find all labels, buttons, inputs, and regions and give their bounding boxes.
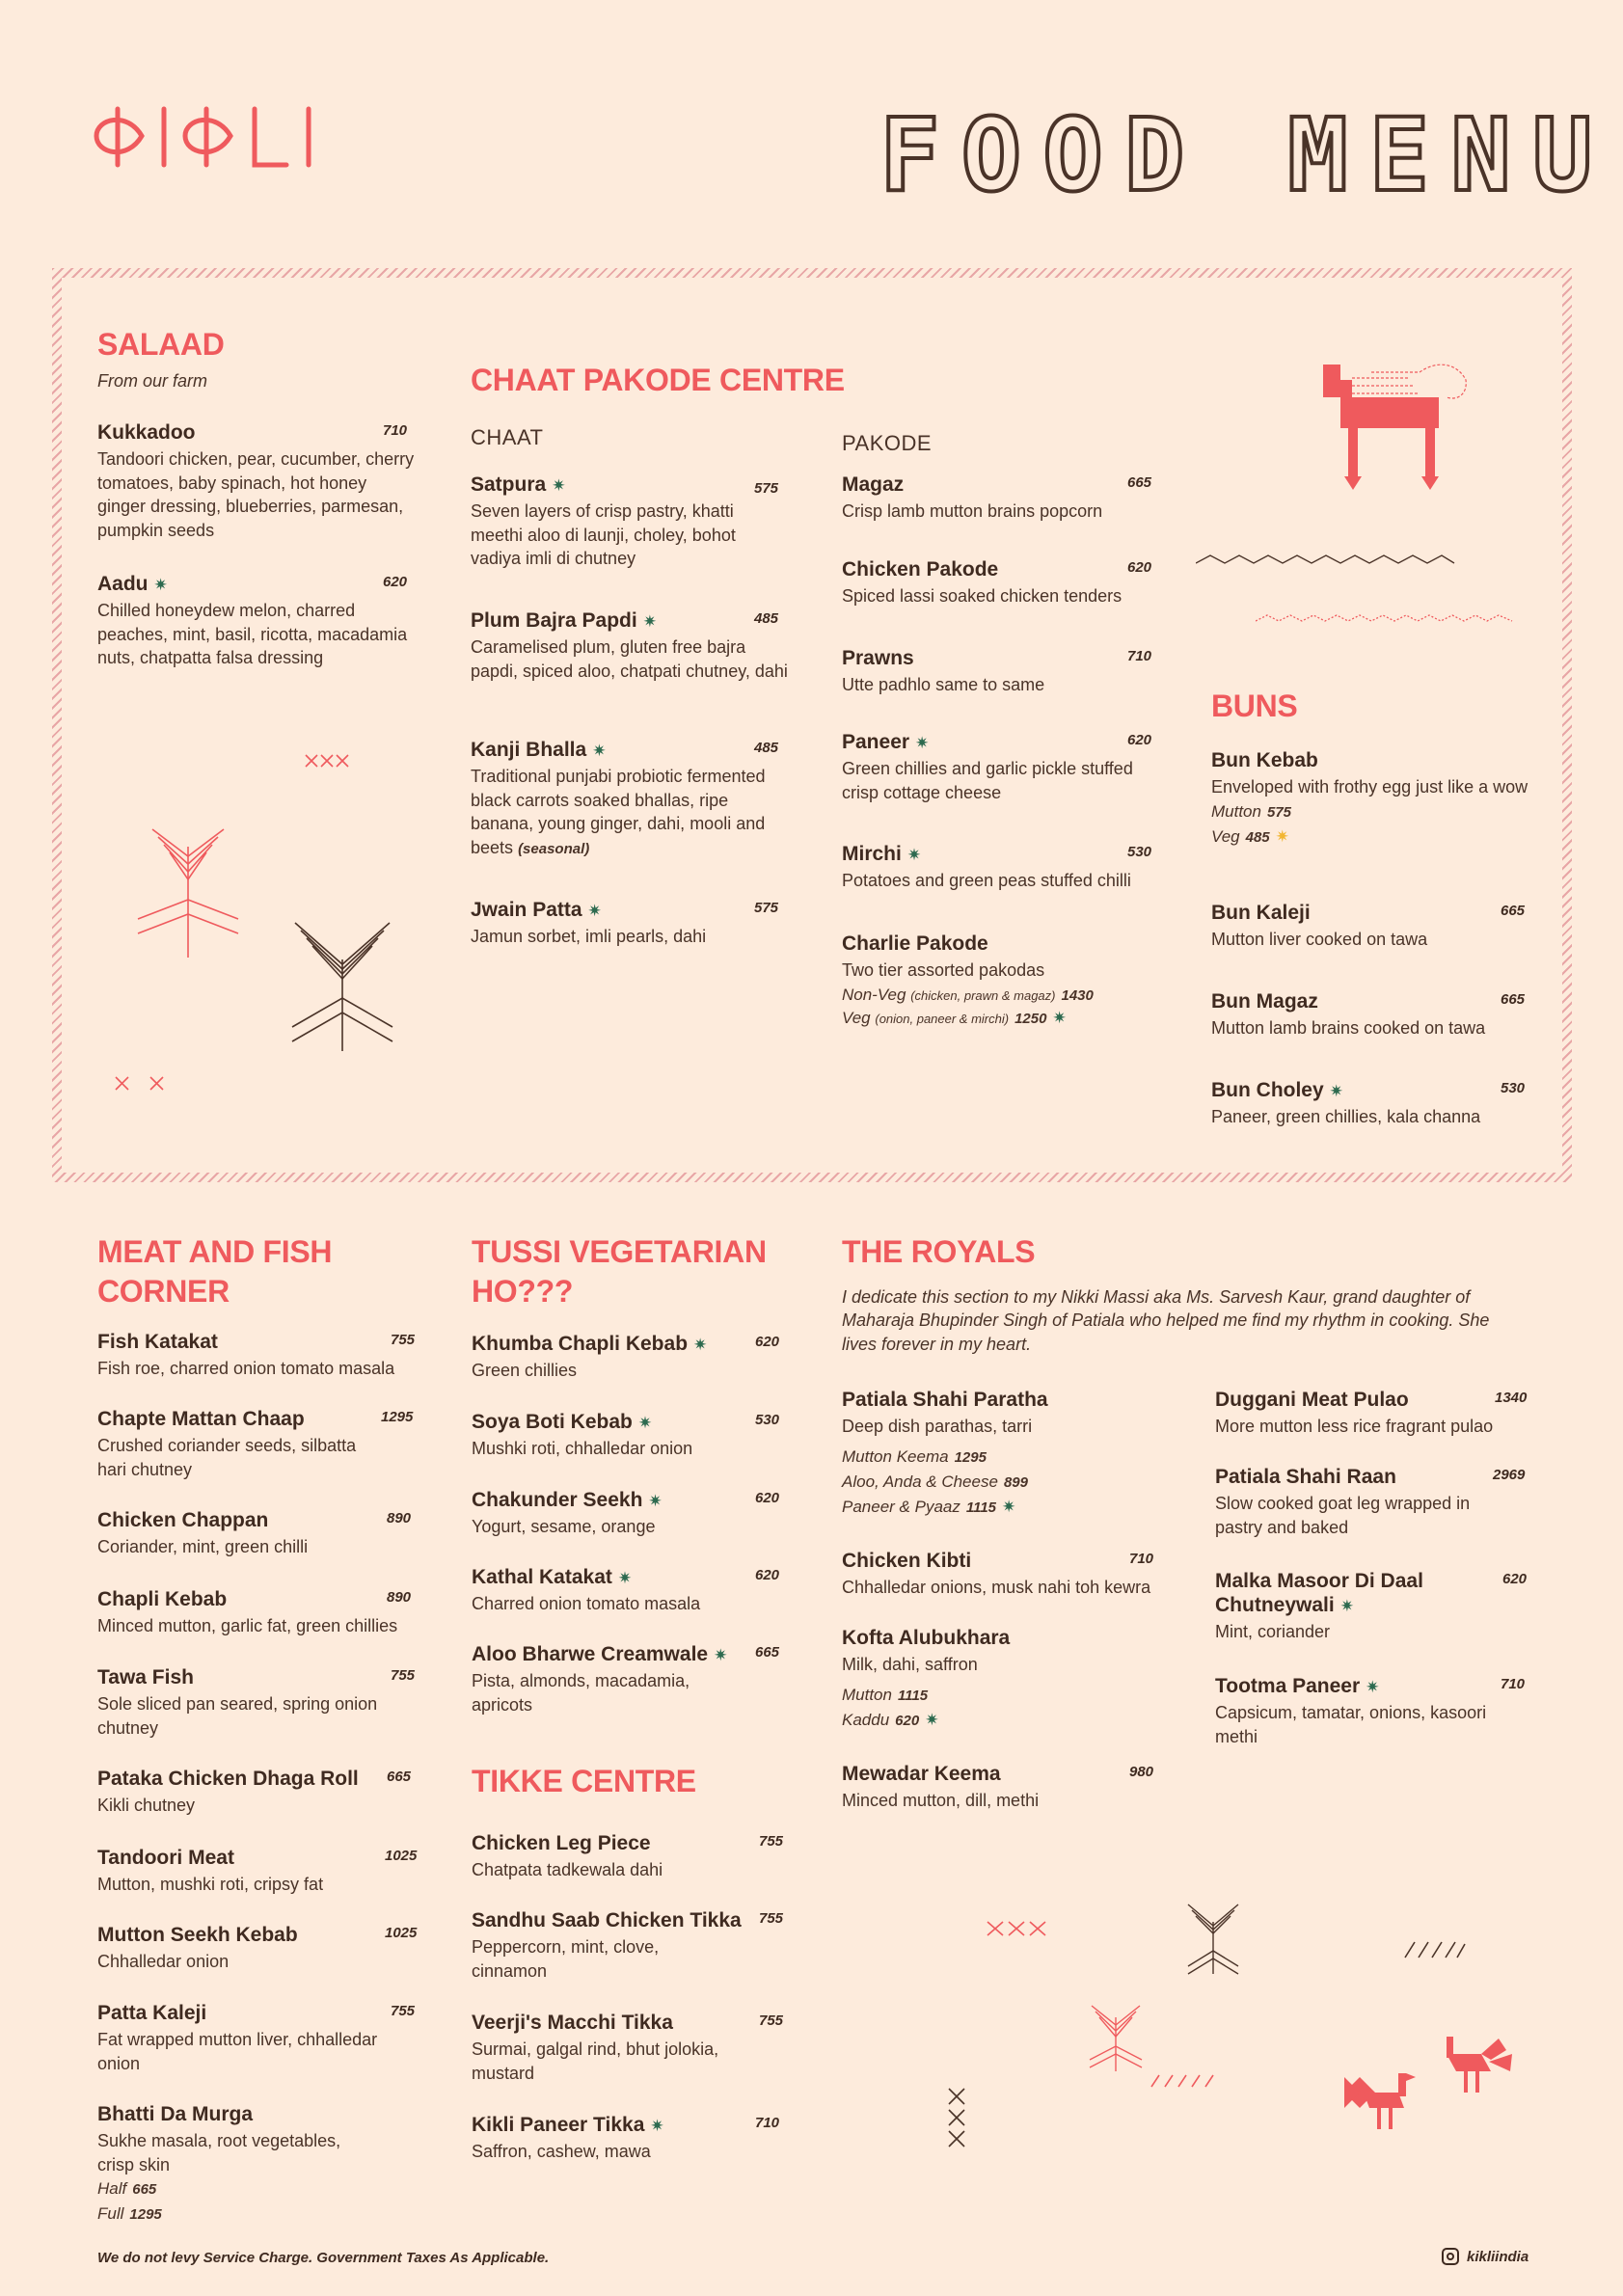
item-desc: Chhalledar onion: [97, 1952, 230, 1972]
item-price: 710: [755, 2115, 780, 2131]
item-price: 530: [1501, 1080, 1526, 1096]
pakode-label: PAKODE: [842, 431, 933, 455]
veg-star-icon: ✷: [1275, 827, 1289, 846]
item-price: 710: [1127, 648, 1152, 664]
item-name: Kukkadoo: [97, 421, 196, 444]
menu-item: [97, 572, 425, 670]
item-name: Chicken Chappan: [97, 1509, 269, 1531]
cross-pattern-icon: [304, 752, 352, 771]
veg-star-icon: ✷: [592, 742, 607, 760]
item-price: 665: [1501, 903, 1526, 919]
menu-item: [97, 1767, 425, 1818]
wheat-plant-icon: [287, 921, 398, 1056]
section-title-salaad: SALAAD: [97, 327, 225, 362]
item-desc: Crisp lamb mutton brains popcorn: [842, 501, 1103, 522]
item-desc: Mint, coriander: [1215, 1622, 1331, 1642]
veg-star-icon: ✷: [552, 476, 566, 495]
item-price: 755: [391, 1667, 416, 1684]
service-charge-note: We do not levy Service Charge. Government Taxes As Applicable.: [97, 2250, 550, 2266]
menu-item: [842, 1762, 1170, 1813]
section-title-royals: THE ROYALS: [842, 1234, 1036, 1269]
chaat-label: CHAAT: [471, 425, 544, 449]
slash-pattern-icon: [1403, 1940, 1467, 1959]
item-desc: Chhalledar onions, musk nahi toh kewra: [842, 1578, 1151, 1598]
item-desc: Traditional punjabi probiotic fermented black carrots soaked bhallas, ripe banana, young ginger, dahi, mooli and beets: [471, 767, 766, 857]
menu-item: [471, 738, 789, 859]
item-price: 620: [383, 574, 408, 590]
menu-item: [472, 1488, 790, 1539]
peacock-icon: [1443, 2033, 1514, 2096]
menu-item: [97, 1665, 416, 1740]
cross-pattern-icon: [986, 1919, 1049, 1938]
item-desc: Jamun sorbet, imli pearls, dahi: [471, 927, 707, 947]
item-variant: Aloo, Anda & Cheese 899: [842, 1472, 1028, 1491]
item-name: Mirchi: [842, 843, 902, 865]
item-desc: Utte padhlo same to same: [842, 675, 1045, 695]
menu-item: [472, 1642, 790, 1716]
veg-star-icon: ✷: [637, 1414, 653, 1432]
item-desc: Mutton liver cooked on tawa: [1211, 930, 1428, 950]
camel-illustration-icon: [1313, 359, 1477, 513]
item-desc: Peppercorn, mint, clove, cinnamon: [472, 1937, 660, 1981]
peacock-icon: [1342, 2064, 1420, 2133]
veg-star-icon: ✷: [915, 734, 930, 752]
item-name: Chakunder Seekh: [472, 1489, 643, 1511]
item-variant: Veg (onion, paneer & mirchi) 1250 ✷: [842, 1009, 1067, 1027]
item-name: Paneer: [842, 731, 910, 753]
item-desc: Charred onion tomato masala: [472, 1594, 701, 1614]
item-desc: Fish roe, charred onion tomato masala: [97, 1359, 395, 1379]
veg-star-icon: ✷: [714, 1646, 728, 1664]
menu-item: [97, 1923, 425, 1974]
menu-item: [1215, 1388, 1533, 1439]
menu-item: [842, 646, 1160, 697]
item-price: 890: [387, 1589, 412, 1606]
item-desc: Kikli chutney: [97, 1796, 196, 1816]
veg-star-icon: ✷: [906, 846, 922, 864]
instagram-icon: [1442, 2248, 1459, 2265]
item-variant: Mutton Keema 1295: [842, 1446, 987, 1466]
item-desc: Sukhe masala, root vegetables, crisp skin: [97, 2131, 341, 2174]
menu-item: [97, 1330, 416, 1381]
item-variant: Mutton 1115: [842, 1685, 929, 1704]
veg-star-icon: ✷: [617, 1569, 633, 1587]
instagram-handle-text: kikliindia: [1467, 2248, 1529, 2265]
item-name: Pataka Chicken Dhaga Roll: [97, 1768, 359, 1790]
item-desc: Yogurt, sesame, orange: [472, 1517, 656, 1537]
item-desc: Fat wrapped mutton liver, chhalledar onion: [97, 2030, 378, 2073]
menu-item: [842, 473, 1160, 524]
item-desc: Pista, almonds, macadamia, apricots: [472, 1671, 690, 1715]
item-price: 665: [1501, 991, 1526, 1008]
menu-item: [1211, 748, 1539, 850]
menu-item: [97, 1587, 416, 1638]
item-name: Chicken Pakode: [842, 558, 999, 581]
royals-intro: I dedicate this section to my Nikki Massi aka Ms. Sarvesh Kaur, grand daughter of Maharaja Bhupinder Singh of Patiala who helped me find my rhythm in cooking. She lives forever in my heart.: [842, 1287, 1490, 1354]
item-price: 530: [1127, 844, 1152, 860]
item-price: 665: [755, 1644, 780, 1661]
menu-item: [472, 1565, 790, 1616]
item-name: Kanji Bhalla: [471, 739, 587, 761]
item-name: Soya Boti Kebab: [472, 1411, 633, 1433]
section-title-meat-fish: MEAT AND FISH CORNER: [97, 1234, 333, 1309]
item-desc: Seven layers of crisp pastry, khatti meethi aloo di launji, choley, bohot vadiya imli di chutney: [471, 501, 736, 569]
menu-item: [472, 1908, 790, 1983]
menu-item: [472, 1410, 790, 1461]
section-title-buns: BUNS: [1211, 689, 1298, 723]
menu-item: [471, 608, 789, 683]
item-name: Kathal Katakat: [472, 1566, 612, 1588]
menu-item: [842, 1549, 1170, 1600]
item-name: Mewadar Keema: [842, 1763, 1001, 1785]
menu-item: [1211, 989, 1529, 1040]
item-name: Kikli Paneer Tikka: [472, 2114, 645, 2136]
section-title-tussi-vegetarian: TUSSI VEGETARIAN HO???: [472, 1234, 767, 1309]
item-price: 710: [1129, 1551, 1154, 1567]
item-name: Bun Kaleji: [1211, 902, 1311, 924]
item-price: 755: [759, 1833, 784, 1850]
seasonal-note: (seasonal): [518, 840, 590, 857]
item-desc: Chatpata tadkewala dahi: [472, 1860, 663, 1880]
item-name: Jwain Patta: [471, 899, 582, 921]
item-name-line2: Chutneywali: [1215, 1594, 1335, 1617]
item-name: Charlie Pakode: [842, 932, 988, 955]
menu-item: [842, 557, 1160, 608]
item-price: 575: [754, 480, 779, 497]
item-price: 755: [391, 2003, 416, 2019]
veg-star-icon: ✷: [587, 902, 602, 920]
item-price: 485: [754, 740, 779, 756]
item-variant: Paneer & Pyaaz 1115 ✷: [842, 1498, 1016, 1517]
wheat-plant-icon: [1086, 2004, 1146, 2073]
item-variant: Kaddu 620 ✷: [842, 1711, 939, 1729]
menu-item: [97, 2001, 416, 2075]
item-name: Bun Kebab: [1211, 749, 1318, 771]
page-title: FOOD MENU: [879, 96, 1614, 214]
zigzag-line-icon: [1196, 552, 1456, 575]
item-name: Chapte Mattan Chaap: [97, 1408, 305, 1430]
item-desc: Paneer, green chillies, kala channa: [1211, 1107, 1481, 1127]
item-desc: Green chillies: [472, 1361, 578, 1381]
item-desc: Milk, dahi, saffron: [842, 1655, 978, 1675]
item-desc: Two tier assorted pakodas: [842, 960, 1045, 981]
item-desc: Mutton, mushki roti, cripsy fat: [97, 1875, 324, 1895]
item-name: Mutton Seekh Kebab: [97, 1924, 298, 1946]
menu-item: [1215, 1674, 1533, 1748]
zigzag-dotted-line-icon: [1256, 611, 1516, 629]
item-desc: Minced mutton, garlic fat, green chillies: [97, 1616, 398, 1636]
item-name: Aadu: [97, 573, 149, 595]
item-name: Chicken Kibti: [842, 1550, 972, 1572]
veg-star-icon: ✷: [153, 576, 168, 594]
menu-item: [97, 1508, 416, 1559]
item-price: 755: [759, 1910, 784, 1927]
item-variant: Non-Veg (chicken, prawn & magaz) 1430: [842, 985, 1094, 1004]
item-desc: More mutton less rice fragrant pulao: [1215, 1417, 1494, 1437]
item-name: Chapli Kebab: [97, 1588, 228, 1610]
menu-item: [472, 2011, 790, 2085]
section-title-chaat-pakode: CHAAT PAKODE CENTRE: [471, 363, 845, 397]
veg-star-icon: ✷: [1002, 1498, 1016, 1517]
item-desc: Green chillies and garlic pickle stuffed crisp cottage cheese: [842, 759, 1133, 802]
item-name: Bun Magaz: [1211, 990, 1318, 1013]
item-price: 620: [755, 1334, 780, 1350]
menu-item: [1215, 1569, 1533, 1644]
veg-star-icon: ✷: [925, 1711, 939, 1729]
veg-star-icon: ✷: [1339, 1597, 1354, 1616]
item-name: Bhatti Da Murga: [97, 2103, 254, 2125]
veg-star-icon: ✷: [1052, 1009, 1067, 1027]
kikli-logo-mark: [89, 101, 330, 171]
veg-star-icon: ✷: [642, 612, 657, 631]
item-desc: Slow cooked goat leg wrapped in pastry and baked: [1215, 1494, 1471, 1537]
salaad-tagline: From our farm: [97, 371, 208, 391]
item-name: Tawa Fish: [97, 1666, 194, 1688]
item-variant: Mutton 575: [1211, 801, 1292, 821]
item-name: Patiala Shahi Paratha: [842, 1389, 1048, 1411]
instagram-handle[interactable]: [1442, 2248, 1528, 2265]
item-price: 980: [1129, 1764, 1154, 1780]
item-desc: Surmai, galgal rind, bhut jolokia, mustard: [472, 2039, 719, 2083]
item-name: Veerji's Macchi Tikka: [472, 2012, 673, 2034]
wheat-plant-icon: [1184, 1903, 1242, 1975]
cross-pattern-icon: [114, 1074, 168, 1094]
menu-item: [471, 898, 789, 949]
item-desc: Chilled honeydew melon, charred peaches, mint, basil, ricotta, macadamia nuts, chatpatta falsa dressing: [97, 601, 408, 668]
menu-item: [842, 842, 1160, 893]
menu-item: [472, 1332, 790, 1383]
menu-item: [1211, 901, 1529, 952]
item-name: Satpura: [471, 473, 547, 496]
item-desc: Coriander, mint, green chilli: [97, 1537, 309, 1557]
section-title-tikke: TIKKE CENTRE: [472, 1764, 696, 1798]
item-name: Patiala Shahi Raan: [1215, 1466, 1396, 1488]
item-price: 620: [755, 1567, 780, 1583]
wheat-plant-icon: [133, 827, 244, 962]
menu-item: [97, 1846, 425, 1897]
item-variant: Full 1295: [97, 2204, 162, 2224]
menu-item: [842, 932, 1170, 1031]
item-desc: Minced mutton, dill, methi: [842, 1791, 1040, 1811]
menu-item: [471, 473, 789, 571]
item-desc: Mutton lamb brains cooked on tawa: [1211, 1018, 1486, 1039]
item-name: Malka Masoor Di Daal: [1215, 1570, 1423, 1592]
item-price: 890: [387, 1510, 412, 1526]
item-desc: Sole sliced pan seared, spring onion chutney: [97, 1694, 378, 1738]
item-name: Magaz: [842, 473, 905, 496]
item-price: 530: [755, 1412, 780, 1428]
menu-item: [842, 1388, 1170, 1521]
item-price: 755: [759, 2012, 784, 2029]
item-variant: Half 665: [97, 2179, 157, 2199]
item-name: Prawns: [842, 647, 914, 669]
menu-item: [97, 1407, 416, 1481]
item-name: Bun Choley: [1211, 1079, 1324, 1101]
item-price: 710: [383, 422, 408, 439]
menu-item: [1215, 1465, 1533, 1539]
item-desc: Tandoori chicken, pear, cucumber, cherry tomatoes, baby spinach, hot honey ginger dressing, blueberries, parmesan, pumpkin seeds: [97, 449, 415, 540]
menu-item: [472, 2113, 790, 2164]
veg-star-icon: ✷: [1329, 1082, 1343, 1100]
item-price: 710: [1501, 1676, 1526, 1692]
item-name: Plum Bajra Papdi: [471, 609, 637, 632]
menu-item: [472, 1831, 790, 1882]
cross-pattern-icon: [947, 2087, 968, 2150]
veg-star-icon: ✷: [648, 1492, 663, 1510]
item-price: 665: [387, 1769, 412, 1785]
item-price: 1340: [1495, 1390, 1528, 1406]
menu-item: [842, 1626, 1170, 1733]
item-desc: Deep dish parathas, tarri: [842, 1417, 1033, 1437]
item-name: Tootma Paneer: [1215, 1675, 1361, 1697]
item-desc: Enveloped with frothy egg just like a wow: [1211, 777, 1528, 797]
menu-item: [1211, 1078, 1529, 1129]
veg-star-icon: ✷: [650, 2117, 664, 2135]
veg-star-icon: ✷: [1366, 1678, 1380, 1696]
item-price: 665: [1127, 474, 1152, 491]
item-name: Patta Kaleji: [97, 2002, 207, 2024]
menu-item: [97, 420, 416, 542]
item-price: 620: [1127, 559, 1152, 576]
item-desc: Saffron, cashew, mawa: [472, 2142, 651, 2162]
item-price: 620: [1127, 732, 1152, 748]
item-variant: Veg 485 ✷: [1211, 827, 1289, 846]
slash-pattern-icon: [1150, 2073, 1217, 2089]
item-desc: Crushed coriander seeds, silbatta hari chutney: [97, 1436, 357, 1479]
item-price: 1295: [381, 1409, 414, 1425]
item-price: 485: [754, 610, 779, 627]
item-price: 1025: [385, 1848, 418, 1864]
item-price: 755: [391, 1332, 416, 1348]
item-name: Khumba Chapli Kebab: [472, 1333, 689, 1355]
veg-star-icon: ✷: [693, 1336, 708, 1354]
item-price: 1025: [385, 1925, 418, 1941]
item-name: Sandhu Saab Chicken Tikka: [472, 1909, 742, 1931]
item-desc: Caramelised plum, gluten free bajra papdi, spiced aloo, chatpati chutney, dahi: [471, 637, 788, 681]
item-name: Aloo Bharwe Creamwale: [472, 1643, 709, 1665]
item-name: Kofta Alubukhara: [842, 1627, 1011, 1649]
item-price: 620: [1502, 1571, 1528, 1587]
item-desc: Spiced lassi soaked chicken tenders: [842, 586, 1123, 607]
kikli-logo: [89, 101, 330, 171]
item-price: 2969: [1493, 1467, 1526, 1483]
item-desc: Capsicum, tamatar, onions, kasoori methi: [1215, 1703, 1487, 1746]
item-desc: Mushki roti, chhalledar onion: [472, 1439, 693, 1459]
menu-item: [842, 730, 1170, 804]
item-name: Tandoori Meat: [97, 1847, 234, 1869]
menu-item: [97, 2102, 416, 2228]
item-name: Duggani Meat Pulao: [1215, 1389, 1409, 1411]
item-price: 575: [754, 900, 779, 916]
item-price: 620: [755, 1490, 780, 1506]
item-desc: Potatoes and green peas stuffed chilli: [842, 871, 1131, 891]
item-name: Chicken Leg Piece: [472, 1832, 651, 1854]
item-name: Fish Katakat: [97, 1331, 218, 1353]
